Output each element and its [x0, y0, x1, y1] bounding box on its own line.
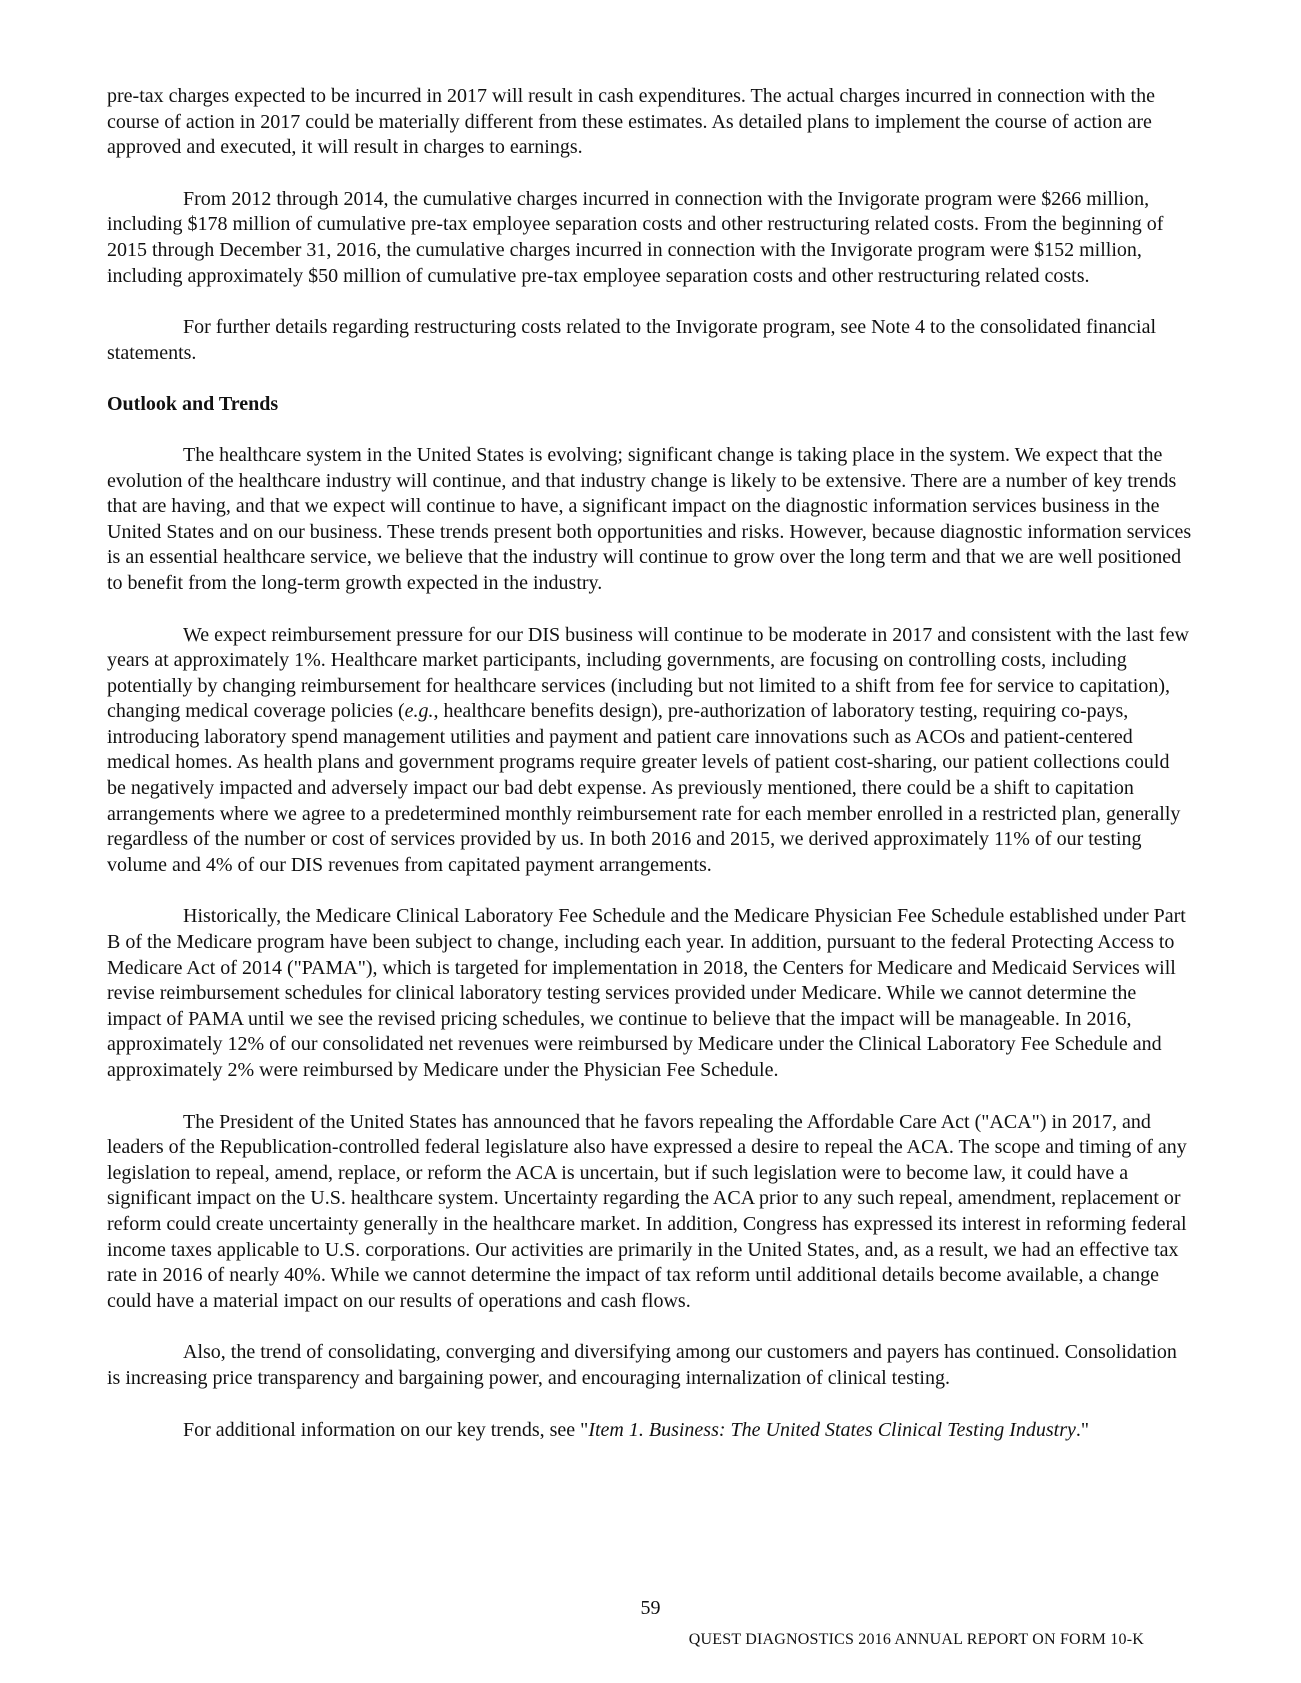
- paragraph-aca-repeal: The President of the United States has announced that he favors repealing the Affordable Care Act ("ACA") in 2017, and leaders of the Republication-controlled federal legislature also have expressed a desire to repeal the ACA. The scope and timing of any legislation to repeal, amend, replace, or reform the ACA is uncertain, but if such legislation were to become law, it could have a significant impact on the U.S. healthcare system. Uncertainty regarding the ACA prior to any such repeal, amendment, replacement or reform could create uncertainty generally in the healthcare market. In addition, Congress has expressed its interest in reforming federal income taxes applicable to U.S. corporations. Our activities are primarily in the United States, and, as a result, we had an effective tax rate in 2016 of nearly 40%. While we cannot determine the impact of tax reform until additional details become available, a change could have a material impact on our results of operations and cash flows.: [107, 1110, 1187, 1312]
- eg-italic: e.g.: [404, 700, 434, 723]
- reimbursement-text-start: We expect reimbursement pressure for our DIS business will continue to be moderate in 2017 and consistent with the last few years at approximately 1%. Healthcare market participants, including governments, are focusing on controlling costs, including potentially by changing reimbursement for healthcare services (including but not limited to a shift from fee for service to capitation), changing medical coverage policies (: [107, 623, 1189, 723]
- paragraph-reimbursement-pressure: [107, 623, 1192, 879]
- document-page: [107, 84, 1192, 1469]
- reimbursement-text-end: , healthcare benefits design), pre-authorization of laboratory testing, requiring co-pays, introducing laboratory spend management utilities and payment and patient care innovations such as ACOs and patient-centered medical homes. As health plans and government programs require greater levels of patient cost-sharing, our patient collections could be negatively impacted and adversely impact our bad debt expense. As previously mentioned, there could be a shift to capitation arrangements where we agree to a predetermined monthly reimbursement rate for each member enrolled in a restricted plan, generally regardless of the number or cost of services provided by us. In both 2016 and 2015, we derived approximately 11% of our testing volume and 4% of our DIS revenues from capitated payment arrangements.: [107, 700, 1181, 876]
- page-number: 59: [640, 1597, 661, 1619]
- report-footer-title: QUEST DIAGNOSTICS 2016 ANNUAL REPORT ON FORM 10-K: [688, 1631, 1144, 1648]
- paragraph-restructuring-charges: pre-tax charges expected to be incurred in 2017 will result in cash expenditures. The actual charges incurred in connection with the course of action in 2017 could be materially different from these estimates. As detailed plans to implement the course of action are approved and executed, it will result in charges to earnings.: [107, 85, 1155, 159]
- paragraph-healthcare-system: The healthcare system in the United States is evolving; significant change is taking place in the system. We expect that the evolution of the healthcare industry will continue, and that industry change is likely to be extensive. There are a number of key trends that are having, and that we expect will continue to have, a significant impact on the diagnostic information services business in the United States and on our business. These trends present both opportunities and risks. However, because diagnostic information services is an essential healthcare service, we believe that the industry will continue to grow over the long term and that we are well positioned to benefit from the long-term growth expected in the industry.: [107, 443, 1192, 594]
- additional-info-text-end: .": [1075, 1418, 1090, 1441]
- item1-reference-italic: Item 1. Business: The United States Clinical Testing Industry: [588, 1418, 1076, 1441]
- section-heading-outlook: Outlook and Trends: [107, 393, 279, 416]
- paragraph-additional-information: [107, 1418, 1192, 1444]
- paragraph-further-details: For further details regarding restructuring costs related to the Invigorate program, see Note 4 to the consolidated financial statements.: [107, 316, 1157, 364]
- additional-info-text-start: For additional information on our key trends, see ": [183, 1418, 589, 1441]
- paragraph-consolidation-trend: Also, the trend of consolidating, converging and diversifying among our customers and payers has continued. Consolidation is increasing price transparency and bargaining power, and encouraging internalization of clinical testing.: [107, 1341, 1177, 1389]
- paragraph-medicare-fee-schedule: Historically, the Medicare Clinical Laboratory Fee Schedule and the Medicare Physician Fee Schedule established under Part B of the Medicare program have been subject to change, including each year. In addition, pursuant to the federal Protecting Access to Medicare Act of 2014 ("PAMA"), which is targeted for implementation in 2018, the Centers for Medicare and Medicaid Services will revise reimbursement schedules for clinical laboratory testing services provided under Medicare. While we cannot determine the impact of PAMA until we see the revised pricing schedules, we continue to believe that the impact will be manageable. In 2016, approximately 12% of our consolidated net revenues were reimbursed by Medicare under the Clinical Laboratory Fee Schedule and approximately 2% were reimbursed by Medicare under the Physician Fee Schedule.: [107, 905, 1186, 1081]
- paragraph-invigorate-cumulative-charges: From 2012 through 2014, the cumulative charges incurred in connection with the Invigorate program were $266 million, including $178 million of cumulative pre-tax employee separation costs and other restructuring related costs. From the beginning of 2015 through December 31, 2016, the cumulative charges incurred in connection with the Invigorate program were $152 million, including approximately $50 million of cumulative pre-tax employee separation costs and other restructuring related costs.: [107, 187, 1164, 287]
